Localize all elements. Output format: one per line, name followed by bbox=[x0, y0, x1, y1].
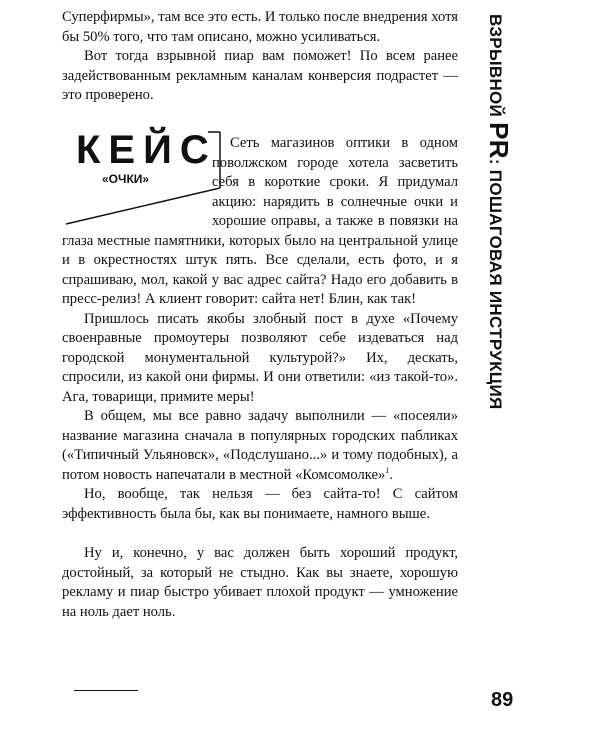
case-paragraph-3-end: . bbox=[389, 466, 393, 483]
case-paragraph-1: Сеть магазинов оптики в одном поволжском городе хотела засветить себя в короткие сроки. Я придумал акцию: нарядить в солнечные очки и хорошие оправы, а также в повязки на глаза местные памятники, которых было на центральной улице и в окрестностях штук пять. Все сделали, есть фото, и я спрашиваю, мол, какой у вас адрес сайта? Надо его добавить в пресс-релиз! А клиент говорит: сайта нет! Блин, как так! bbox=[62, 135, 458, 307]
running-head bbox=[482, 14, 516, 464]
footnote-rule bbox=[74, 690, 138, 691]
case-paragraph-3 bbox=[62, 407, 458, 485]
case-paragraph-2: Пришлось писать якобы злобный пост в духе «Почему своенравные промоутеры позволяют себе издеваться над городской монументальной культурой?» Их, дескать, спросили, из какой они фирмы. И они ответили: «из такой-то». Ага, товарищи, примите меры! bbox=[62, 310, 458, 405]
running-head-emphasis: PR bbox=[484, 122, 514, 159]
case-subtitle: «ОЧКИ» bbox=[102, 172, 150, 186]
intro-paragraph-2: Вот тогда взрывной пиар вам поможет! По всем ранее задействованным рекламным каналам конверсия подрастет — это проверено. bbox=[62, 48, 458, 103]
page-number: 89 bbox=[491, 689, 514, 711]
case-heading-space bbox=[62, 134, 212, 224]
intro-text bbox=[62, 8, 458, 106]
case-paragraph-4: Но, вообще, так нельзя — без сайта-то! С сайтом эффективность была бы, как вы понимаете, намного выше. bbox=[62, 486, 458, 522]
case-paragraph-3-text: В общем, мы все равно задачу выполнили — «посеяли» название магазина сначала в популярных городских пабликах («Типичный Ульяновск», «Подслушано...» и тому подобных), а потом новость напечатали в местной «Комсомолке» bbox=[62, 408, 458, 483]
case-title: КЕЙС bbox=[76, 128, 217, 172]
closing-paragraph: Ну и, конечно, у вас должен быть хороший продукт, достойный, за который не стыдно. Как вы знаете, хорошую рекламу и пиар быстро убивает плохой продукт — умножение на ноль дает ноль. bbox=[62, 545, 458, 620]
case-text bbox=[62, 134, 458, 622]
footnote-marker: 1 bbox=[385, 465, 390, 475]
intro-paragraph-1: Суперфирмы», там все это есть. И только после внедрения хотя бы 50% того, что там описано, можно усиливаться. bbox=[62, 9, 458, 45]
running-head-suffix: : ПОШАГОВАЯ ИНСТРУКЦИЯ bbox=[486, 158, 505, 410]
running-head-text bbox=[482, 14, 516, 464]
running-head-prefix: ВЗРЫВНОЙ bbox=[486, 14, 505, 123]
